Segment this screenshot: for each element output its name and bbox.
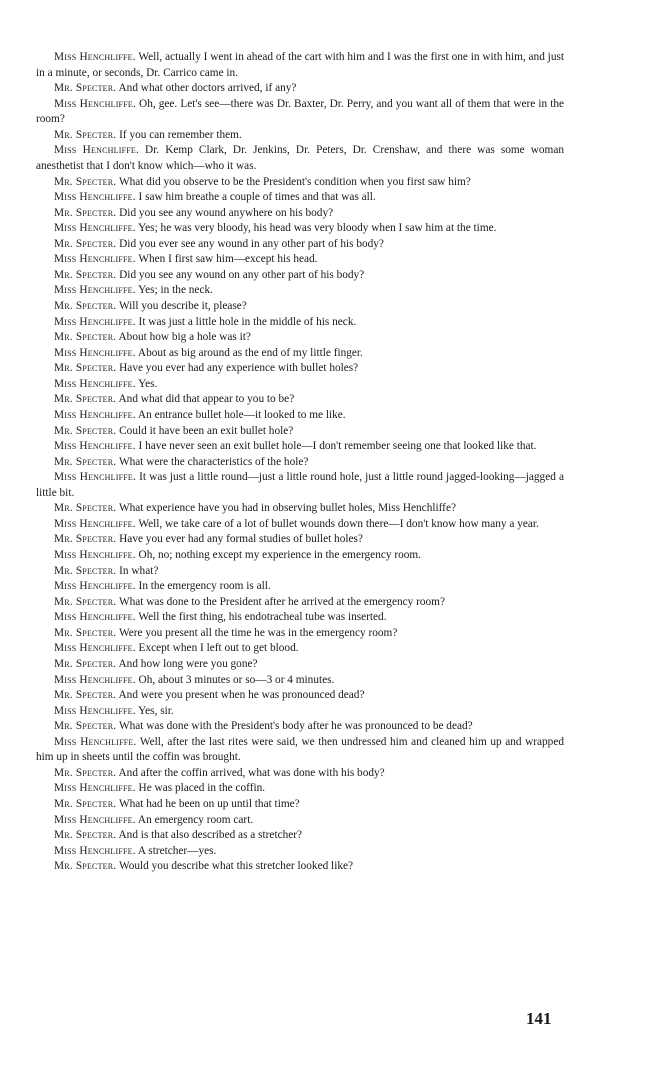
speaker-name: Mr. Specter.: [54, 720, 117, 733]
speech-text: Yes.: [135, 377, 158, 390]
testimony-paragraph: [36, 237, 564, 253]
testimony-paragraph: [36, 517, 564, 533]
speaker-name: Mr. Specter.: [54, 300, 117, 312]
speech-text: Well the first thing, his endotracheal tube was inserted.: [135, 611, 387, 624]
speech-text: Yes; he was very bloody, his head was very bloody when I saw him at the time.: [135, 222, 497, 235]
testimony-paragraph: [36, 470, 564, 501]
testimony-paragraph: [36, 704, 564, 720]
speech-text: Except when I left out to get blood.: [135, 642, 299, 655]
speech-text: Oh, no; nothing except my experience in the emergency room.: [135, 549, 421, 561]
speaker-name: Mr. Specter.: [54, 331, 117, 344]
speaker-name: Mr. Specter.: [54, 455, 117, 468]
testimony-paragraph: [36, 283, 564, 299]
speech-text: And what other doctors arrived, if any?: [116, 82, 297, 95]
speech-text: And were you present when he was pronounced dead?: [116, 689, 365, 702]
testimony-paragraph: [36, 579, 564, 595]
speech-text: Yes; in the neck.: [135, 284, 213, 297]
speaker-name: Miss Henchliffe.: [54, 51, 136, 63]
speaker-name: Mr. Specter.: [54, 860, 117, 873]
page-number: 141: [526, 1009, 552, 1028]
speaker-name: Mr. Specter.: [54, 689, 117, 702]
testimony-paragraph: [36, 361, 564, 377]
speech-text: Yes, sir.: [135, 704, 174, 717]
speaker-name: Mr. Specter.: [54, 829, 117, 842]
speech-text: Oh, gee. Let's see—there was Dr. Baxter, Dr. Perry, and you want all of them that were in the room?: [36, 97, 564, 126]
testimony-paragraph: [36, 97, 564, 128]
speaker-name: Mr. Specter.: [54, 533, 117, 546]
speech-text: Well, actually I went in ahead of the cart with him and I was the first one in with him, and just in a minute, or seconds, Dr. Carrico came in.: [36, 51, 565, 79]
speech-text: What was done with the President's body after he was pronounced to be dead?: [116, 720, 473, 733]
speaker-name: Miss Henchliffe.: [54, 253, 136, 266]
speaker-name: Miss Henchliffe.: [54, 580, 136, 593]
speaker-name: Miss Henchliffe.: [54, 782, 136, 795]
speaker-name: Mr. Specter.: [54, 595, 117, 608]
testimony-paragraph: [36, 128, 564, 144]
speaker-name: Miss Henchliffe.: [54, 346, 136, 359]
speaker-name: Mr. Specter.: [54, 175, 117, 188]
testimony-paragraph: [36, 673, 564, 689]
testimony-paragraph: [36, 844, 564, 860]
testimony-paragraph: [36, 81, 564, 97]
speaker-name: Miss Henchliffe.: [54, 517, 136, 530]
speech-text: An emergency room cart.: [135, 813, 254, 826]
testimony-paragraph: [36, 392, 564, 408]
speech-text: Could it have been an exit bullet hole?: [116, 424, 294, 437]
testimony-paragraph: [36, 610, 564, 626]
testimony-paragraph: [36, 828, 564, 844]
testimony-paragraph: [36, 408, 564, 424]
testimony-paragraph: [36, 346, 564, 362]
speech-text: Well, after the last rites were said, we then undressed him and cleaned him up and wrapped him up in sheets until the coffin was brought.: [36, 735, 564, 764]
speech-text: It was just a little hole in the middle of his neck.: [135, 315, 357, 328]
testimony-paragraph: [36, 50, 564, 81]
testimony-paragraph: [36, 221, 564, 237]
testimony-paragraph: [36, 455, 564, 471]
speaker-name: Mr. Specter.: [54, 268, 117, 281]
speech-text: I saw him breathe a couple of times and that was all.: [135, 191, 376, 204]
speaker-name: Miss Henchliffe.: [54, 377, 136, 390]
speech-text: Did you see any wound anywhere on his body?: [116, 206, 334, 219]
testimony-paragraph: [36, 797, 564, 813]
speech-text: If you can remember them.: [116, 128, 242, 141]
speech-text: What experience have you had in observing bullet holes, Miss Henchliffe?: [116, 502, 456, 515]
speech-text: In what?: [116, 564, 159, 577]
testimony-paragraph: [36, 564, 564, 580]
speaker-name: Mr. Specter.: [54, 626, 117, 639]
speaker-name: Miss Henchliffe.: [54, 97, 136, 110]
testimony-paragraph: [36, 315, 564, 331]
speaker-name: Mr. Specter.: [54, 564, 117, 577]
speaker-name: Mr. Specter.: [54, 798, 117, 810]
speech-text: I have never seen an exit bullet hole—I don't remember seeing one that looked like that.: [135, 440, 537, 453]
testimony-paragraph: [36, 766, 564, 782]
speaker-name: Mr. Specter.: [54, 393, 117, 406]
speech-text: What was done to the President after he arrived at the emergency room?: [116, 595, 445, 608]
speaker-name: Miss Henchliffe.: [54, 471, 137, 484]
speech-text: And is that also described as a stretcher?: [116, 829, 303, 842]
testimony-paragraph: [36, 548, 564, 564]
speech-text: About as big around as the end of my little finger.: [135, 346, 363, 359]
speaker-name: Miss Henchliffe.: [54, 284, 136, 297]
testimony-paragraph: [36, 190, 564, 206]
speech-text: When I first saw him—except his head.: [135, 253, 318, 266]
speaker-name: Miss Henchliffe.: [54, 549, 136, 561]
speech-text: What did you observe to be the President's condition when you first saw him?: [116, 175, 471, 188]
testimony-paragraph: [36, 175, 564, 191]
testimony-text: [36, 50, 564, 875]
testimony-paragraph: [36, 735, 564, 766]
speech-text: Would you describe what this stretcher looked like?: [116, 860, 354, 873]
testimony-paragraph: [36, 330, 564, 346]
speech-text: Did you ever see any wound in any other part of his body?: [116, 237, 384, 250]
testimony-paragraph: [36, 688, 564, 704]
speaker-name: Miss Henchliffe.: [54, 408, 136, 421]
speaker-name: Mr. Specter.: [54, 657, 117, 670]
speaker-name: Miss Henchliffe.: [54, 704, 136, 717]
speech-text: And what did that appear to you to be?: [116, 393, 295, 406]
testimony-paragraph: [36, 595, 564, 611]
speaker-name: Mr. Specter.: [54, 502, 117, 515]
testimony-paragraph: [36, 719, 564, 735]
testimony-paragraph: [36, 501, 564, 517]
testimony-paragraph: [36, 206, 564, 222]
speaker-name: Miss Henchliffe.: [54, 642, 136, 655]
speech-text: He was placed in the coffin.: [135, 782, 266, 795]
speaker-name: Mr. Specter.: [54, 128, 117, 141]
speech-text: And after the coffin arrived, what was done with his body?: [116, 766, 385, 779]
speech-text: What had he been on up until that time?: [116, 798, 300, 810]
speaker-name: Mr. Specter.: [54, 206, 117, 219]
testimony-paragraph: [36, 143, 564, 174]
testimony-paragraph: [36, 252, 564, 268]
speech-text: What were the characteristics of the hole?: [116, 455, 309, 468]
speaker-name: Mr. Specter.: [54, 362, 117, 375]
speaker-name: Miss Henchliffe.: [54, 813, 136, 826]
speaker-name: Miss Henchliffe.: [54, 315, 136, 328]
testimony-paragraph: [36, 641, 564, 657]
testimony-paragraph: [36, 781, 564, 797]
testimony-paragraph: [36, 626, 564, 642]
speech-text: About how big a hole was it?: [116, 331, 251, 344]
speaker-name: Miss Henchliffe.: [54, 222, 136, 235]
speaker-name: Mr. Specter.: [54, 237, 117, 250]
speaker-name: Miss Henchliffe.: [54, 611, 136, 624]
testimony-paragraph: [36, 424, 564, 440]
testimony-paragraph: [36, 299, 564, 315]
speaker-name: Miss Henchliffe.: [54, 440, 136, 453]
speech-text: Well, we take care of a lot of bullet wounds down there—I don't know how many a year.: [135, 517, 539, 530]
speaker-name: Miss Henchliffe.: [54, 844, 136, 857]
testimony-paragraph: [36, 657, 564, 673]
speech-text: An entrance bullet hole—it looked to me like.: [135, 408, 346, 421]
speech-text: Did you see any wound on any other part of his body?: [116, 268, 365, 281]
speaker-name: Mr. Specter.: [54, 766, 117, 779]
testimony-paragraph: [36, 439, 564, 455]
speech-text: Have you ever had any formal studies of bullet holes?: [116, 533, 363, 546]
testimony-paragraph: [36, 532, 564, 548]
testimony-paragraph: [36, 859, 564, 875]
speaker-name: Miss Henchliffe.: [54, 735, 137, 748]
testimony-paragraph: [36, 813, 564, 829]
speech-text: And how long were you gone?: [116, 657, 258, 670]
speech-text: Will you describe it, please?: [116, 300, 247, 312]
speaker-name: Miss Henchliffe.: [54, 191, 136, 204]
speech-text: Oh, about 3 minutes or so—3 or 4 minutes.: [135, 673, 335, 686]
speaker-name: Mr. Specter.: [54, 82, 117, 95]
speech-text: In the emergency room is all.: [135, 580, 271, 593]
testimony-paragraph: [36, 377, 564, 393]
speech-text: Have you ever had any experience with bullet holes?: [116, 362, 359, 375]
speech-text: Were you present all the time he was in the emergency room?: [116, 626, 398, 639]
speaker-name: Miss Henchliffe.: [54, 144, 139, 157]
speech-text: Dr. Kemp Clark, Dr. Jenkins, Dr. Peters, Dr. Crenshaw, and there was some woman anesthetist that I don't know which—who it was.: [36, 144, 564, 172]
speech-text: A stretcher—yes.: [135, 844, 217, 857]
speech-text: It was just a little round—just a little round hole, just a little round jagged-looking—jagged a little bit.: [36, 471, 564, 499]
speaker-name: Mr. Specter.: [54, 424, 117, 437]
testimony-paragraph: [36, 268, 564, 284]
speaker-name: Miss Henchliffe.: [54, 673, 136, 686]
